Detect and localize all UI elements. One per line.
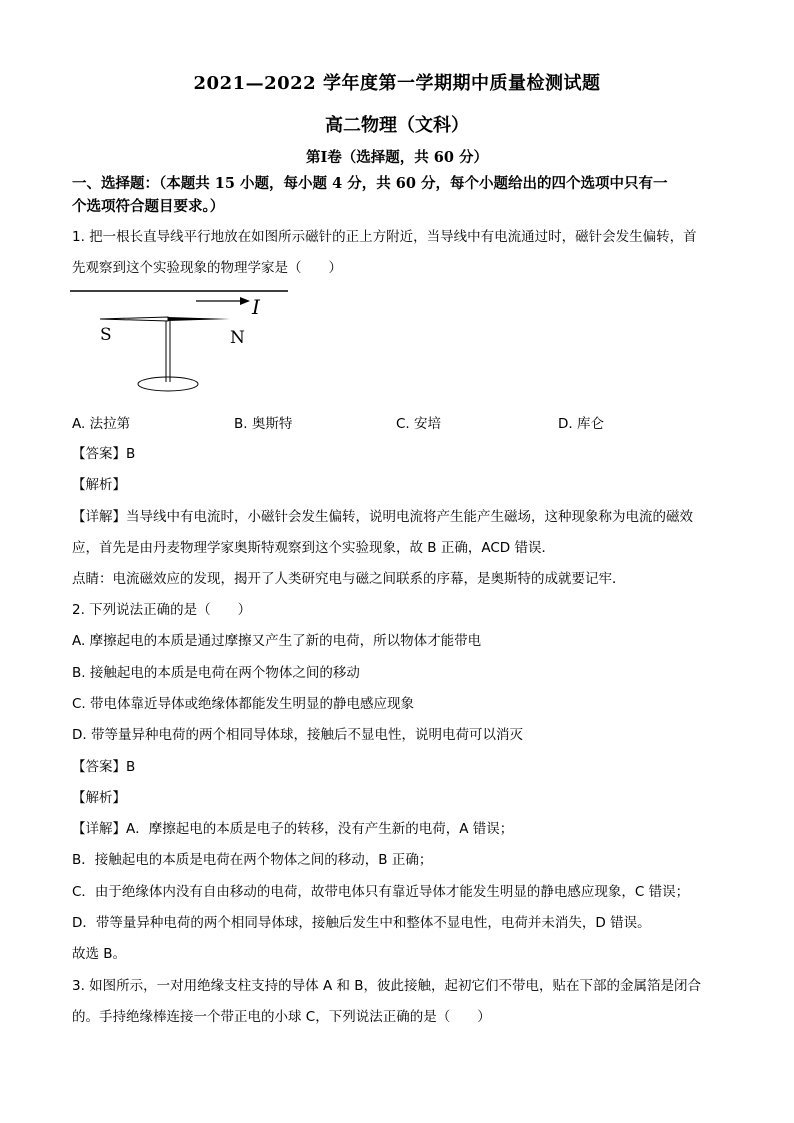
compass-diagram	[70, 284, 300, 404]
instruction-line-2: 个选项符合题目要求。）	[72, 198, 225, 215]
q2-detail-d: D．带等量异种电荷的两个相同导体球，接触后发生中和整体不显电性，电荷并未消失，D 错误。	[72, 915, 651, 931]
q2-option-c: C. 带电体靠近导体或绝缘体都能发生明显的静电感应现象	[72, 696, 415, 712]
q3-stem-line-2: 的。手持绝缘棒连接一个带正电的小球 C，下列说法正确的是（ ）	[72, 1009, 491, 1025]
needle-north-half	[168, 317, 230, 321]
q1-option-b: B. 奥斯特	[234, 416, 293, 432]
q1-analysis-label: 【解析】	[72, 477, 126, 493]
q2-stem: 2. 下列说法正确的是（ ）	[72, 602, 252, 618]
q1-compass-figure	[70, 284, 300, 404]
q1-comment: 点睛：电流磁效应的发现，揭开了人类研究电与磁之间联系的序幕，是奥斯特的成就要记牢．	[72, 571, 626, 587]
q2-option-d: D. 带等量异种电荷的两个相同导体球，接触后不显电性，说明电荷可以消灭	[72, 727, 523, 743]
q2-option-a: A. 摩擦起电的本质是通过摩擦又产生了新的电荷，所以物体才能带电	[72, 633, 482, 649]
exam-title: 2021—2022 学年度第一学期期中质量检测试题	[193, 73, 601, 94]
q1-detail-line-2: 应，首先是由丹麦物理学家奥斯特观察到这个实验现象，故 B 正确，ACD 错误．	[72, 540, 555, 556]
q2-detail-a: 【详解】A．摩擦起电的本质是电子的转移，没有产生新的电荷，A 错误；	[72, 821, 514, 837]
south-label: S	[100, 325, 112, 345]
instruction-line-1: 一、选择题：（本题共 15 小题，每小题 4 分，共 60 分，每个小题给出的四个选项中只有一	[72, 175, 668, 192]
q1-answer: 【答案】B	[72, 446, 136, 462]
q3-stem-line-1: 3. 如图所示，一对用绝缘支柱支持的导体 A 和 B，彼此接触，起初它们不带电，贴在下部的金属箔是闭合	[72, 978, 702, 994]
current-label: I	[252, 295, 260, 319]
exam-subtitle: 高二物理（文科）	[325, 115, 469, 136]
q2-detail-c: C．由于绝缘体内没有自由移动的电荷，故带电体只有靠近导体才能发生明显的静电感应现象，C 错误；	[72, 884, 690, 900]
q1-option-a: A. 法拉第	[72, 416, 131, 432]
section-heading: 第Ⅰ卷（选择题，共 60 分）	[305, 149, 489, 166]
q1-option-d: D. 库仑	[558, 416, 604, 432]
q2-answer: 【答案】B	[72, 759, 136, 775]
current-arrowhead	[240, 297, 250, 305]
q1-detail-line-1: 【详解】当导线中有电流时，小磁针会发生偏转，说明电流将产生能产生磁场，这种现象称为电流的磁效	[72, 509, 693, 525]
q1-stem-line-1: 1. 把一根长直导线平行地放在如图所示磁针的正上方附近，当导线中有电流通过时，磁针会发生偏转，首	[72, 229, 697, 245]
q1-stem-line-2: 先观察到这个实验现象的物理学家是（ ）	[72, 260, 342, 276]
q2-detail-b: B．接触起电的本质是电荷在两个物体之间的移动，B 正确；	[72, 852, 433, 868]
q2-conclusion: 故选 B。	[72, 946, 127, 962]
q2-option-b: B. 接触起电的本质是电荷在两个物体之间的移动	[72, 665, 360, 681]
needle-south-half	[100, 317, 168, 321]
q2-analysis-label: 【解析】	[72, 790, 126, 806]
q1-option-c: C. 安培	[396, 416, 442, 432]
compass-base	[138, 377, 198, 391]
north-label: N	[230, 328, 245, 348]
